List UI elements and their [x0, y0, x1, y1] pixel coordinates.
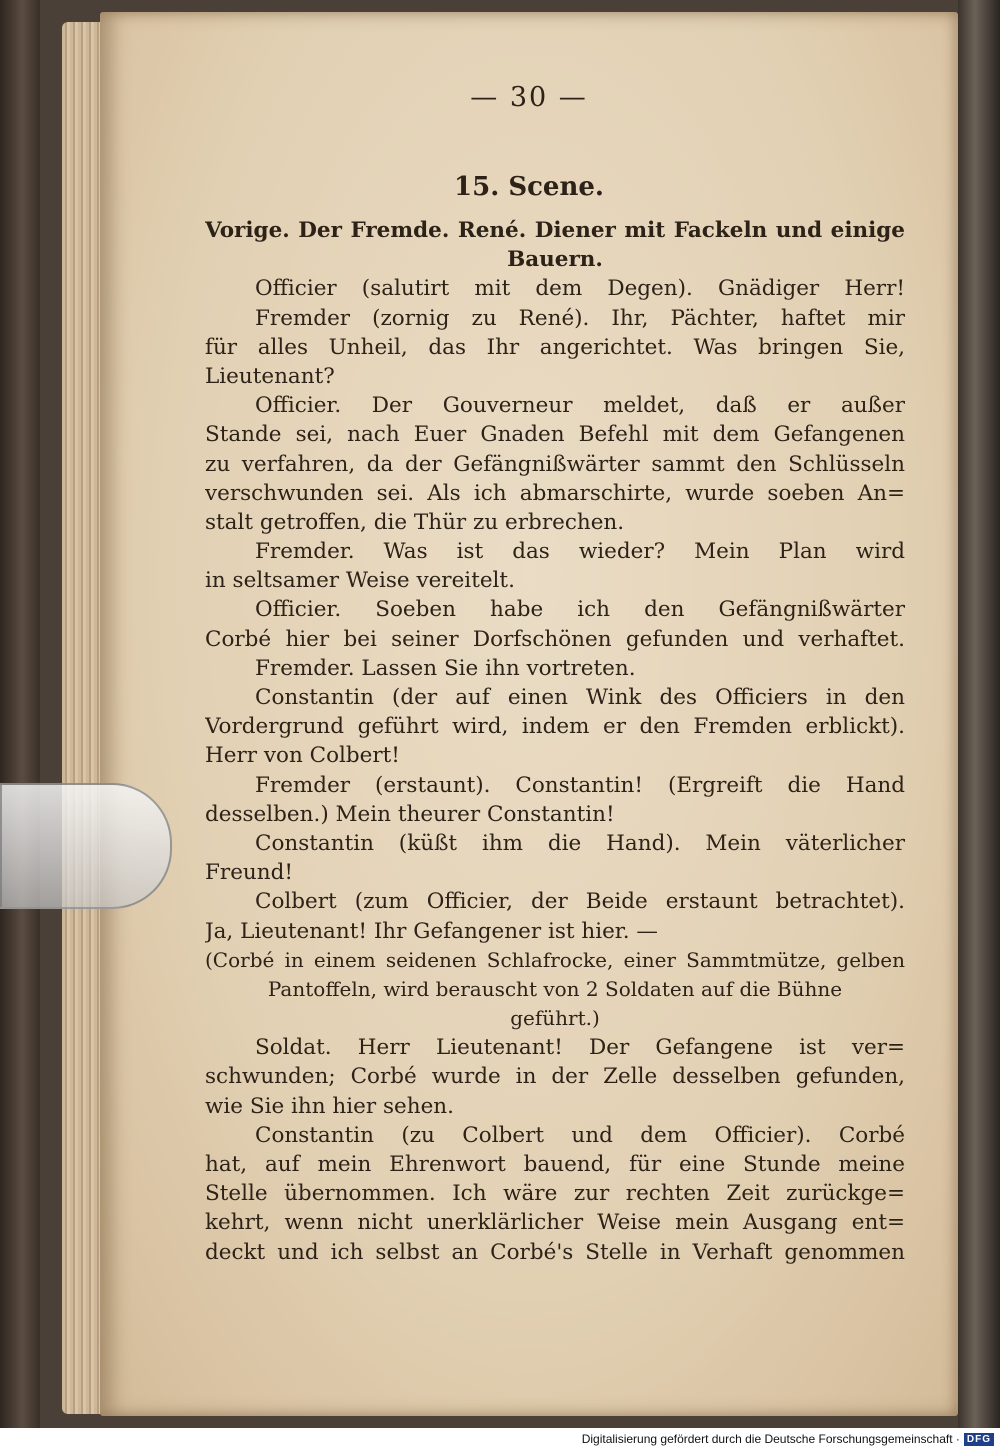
- text-line: verschwunden sei. Als ich abmarschirte, wurde soeben An=: [205, 480, 905, 506]
- text-line: hat, auf mein Ehrenwort bauend, für eine Stunde meine: [205, 1152, 905, 1177]
- text-line: Pantoffeln, wird berauscht von 2 Soldaten auf die Bühne: [267, 976, 843, 1001]
- text-line: Vordergrund geführt wird, indem er den Fremden erblickt).: [205, 714, 905, 740]
- book-right-edge: [958, 0, 1000, 1428]
- footer-credit: [582, 1429, 994, 1449]
- text-line: (Corbé in einem seidenen Schlafrocke, einer Sammtmütze, gelben: [205, 947, 905, 972]
- footer-text: Digitalisierung gefördert durch die Deutsche Forschungsgemeinschaft ·: [581, 1432, 960, 1446]
- text-line: Officier (salutirt mit dem Degen). Gnädiger Herr!: [255, 276, 905, 302]
- text-line: Constantin (der auf einen Wink des Officiers in den: [255, 685, 905, 710]
- text-line: Fremder. Was ist das wieder? Mein Plan wird: [255, 539, 905, 565]
- body-text: [205, 216, 905, 1267]
- text-line: geführt.): [510, 1006, 600, 1031]
- dfg-logo: DFG: [964, 1433, 994, 1446]
- text-line: Ja, Lieutenant! Ihr Gefangener ist hier. —: [205, 918, 658, 944]
- text-line: Constantin (küßt ihm die Hand). Mein väterlicher: [255, 830, 905, 856]
- text-line: für alles Unheil, das Ihr angerichtet. Was bringen Sie,: [205, 334, 905, 360]
- text-line: Vorige. Der Fremde. René. Diener mit Fackeln und einige: [205, 218, 905, 243]
- text-line: Stelle übernommen. Ich wäre zur rechten Zeit zurückge=: [205, 1181, 905, 1207]
- text-line: Fremder (erstaunt). Constantin! (Ergreift die Hand: [255, 772, 905, 798]
- text-line: Lieutenant?: [205, 363, 335, 389]
- text-line: zu verfahren, da der Gefängnißwärter sammt den Schlüsseln: [205, 451, 905, 477]
- text-line: wie Sie ihn hier sehen.: [205, 1093, 454, 1119]
- page-number: — 30 —: [470, 82, 588, 113]
- scene-title: 15. Scene.: [454, 172, 604, 202]
- book-binding: [0, 0, 40, 1428]
- text-line: Soldat. Herr Lieutenant! Der Gefangene ist ver=: [255, 1035, 905, 1061]
- text-line: Constantin (zu Colbert und dem Officier). Corbé: [255, 1122, 905, 1148]
- text-line: Corbé hier bei seiner Dorfschönen gefunden und verhaftet.: [205, 626, 905, 652]
- text-line: Fremder (zornig zu René). Ihr, Pächter, haftet mir: [255, 305, 905, 331]
- text-line: in seltsamer Weise vereitelt.: [205, 568, 515, 594]
- text-line: stalt getroffen, die Thür zu erbrechen.: [205, 509, 625, 535]
- text-line: desselben.) Mein theurer Constantin!: [205, 801, 615, 827]
- text-line: Officier. Der Gouverneur meldet, daß er außer: [255, 393, 905, 419]
- text-line: kehrt, wenn nicht unerklärlicher Weise mein Ausgang ent=: [205, 1210, 905, 1236]
- text-line: Fremder. Lassen Sie ihn vortreten.: [255, 655, 636, 681]
- text-line: deckt und ich selbst an Corbé's Stelle in Verhaft genommen: [205, 1239, 905, 1265]
- text-line: Bauern.: [507, 247, 603, 273]
- plastic-tab-marker: [0, 783, 172, 909]
- text-line: Herr von Colbert!: [205, 743, 400, 769]
- text-line: Officier. Soeben habe ich den Gefängnißwärter: [255, 597, 905, 623]
- text-line: Stande sei, nach Euer Gnaden Befehl mit dem Gefangenen: [205, 422, 905, 448]
- text-line: Colbert (zum Officier, der Beide erstaunt betrachtet).: [255, 889, 905, 915]
- text-line: schwunden; Corbé wurde in der Zelle desselben gefunden,: [205, 1064, 905, 1090]
- text-line: Freund!: [205, 860, 294, 886]
